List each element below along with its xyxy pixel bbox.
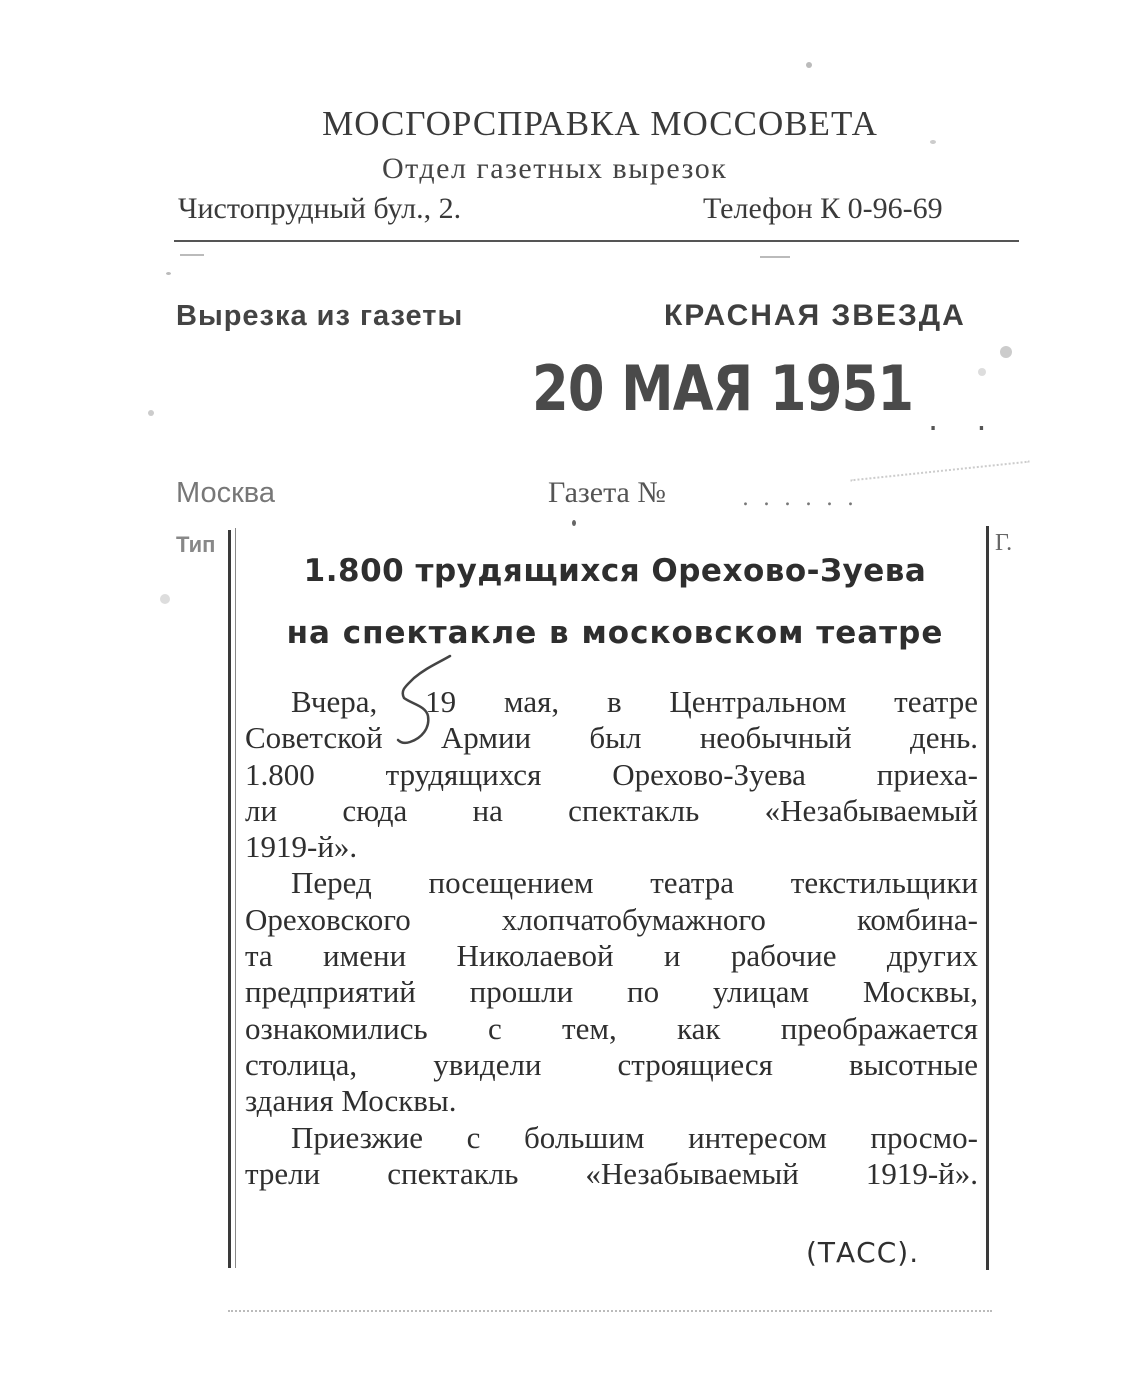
speck xyxy=(1000,346,1012,358)
issue-number-label: Газета № xyxy=(548,476,666,509)
article-source: (ТАСС). xyxy=(806,1236,920,1269)
article-headline-line1: 1.800 трудящихся Орехово-Зуева xyxy=(303,553,927,589)
left-margin-stub: Тип xyxy=(176,532,216,557)
article-line: ли сюда на спектакль «Незабываемый xyxy=(245,792,978,828)
issue-number-dots: ...... xyxy=(742,486,868,511)
clipping-bottom-edge xyxy=(228,1310,992,1312)
speck xyxy=(930,140,936,144)
article-line: Вчера, 19 мая, в Центральном театре xyxy=(291,684,978,719)
organization-title: МОСГОРСПРАВКА МОССОВЕТА xyxy=(322,104,878,143)
article-line: трели спектакль «Незабываемый 1919-й». xyxy=(245,1155,978,1191)
speck xyxy=(760,256,790,258)
article-line: Ореховского хлопчатобумажного комбина- xyxy=(245,901,978,937)
header-divider xyxy=(174,240,1019,242)
newspaper-name: КРАСНАЯ ЗВЕЗДА xyxy=(664,299,966,332)
article-headline-line2: на спектакле в московском театре xyxy=(286,615,944,651)
organization-phone: Телефон К 0-96-69 xyxy=(703,192,943,225)
article-line: та имени Николаевой и рабочие других xyxy=(245,938,978,974)
article-line: 1919-й». xyxy=(245,829,358,865)
article-line: предприятий прошли по улицам Москвы, xyxy=(245,974,978,1010)
article-line: Советской Армии был необычный день. xyxy=(245,720,978,756)
date-stamp-trail: . . xyxy=(928,400,1001,438)
organization-address: Чистопрудный бул., 2. xyxy=(178,192,462,225)
speck xyxy=(160,594,170,604)
article-line: столица, увидели строящиеся высотные xyxy=(245,1046,978,1082)
speck xyxy=(166,272,171,275)
article-line: Перед посещением театра текстильщики xyxy=(291,865,978,901)
department-name: Отдел газетных вырезок xyxy=(382,152,728,185)
dotted-divider-right xyxy=(850,461,1029,482)
article-line: Приезжие с большим интересом просмо- xyxy=(291,1119,978,1155)
speck xyxy=(572,520,576,526)
article-line: здания Москвы. xyxy=(245,1083,457,1119)
city-label: Москва xyxy=(176,477,276,509)
article-line: 1.800 трудящихся Орехово-Зуева приеха- xyxy=(245,756,978,792)
date-stamp: 20 МАЯ 1951 xyxy=(532,352,914,425)
right-margin-stub: Г. xyxy=(995,530,1013,556)
clipping-label: Вырезка из газеты xyxy=(176,300,464,332)
article-body xyxy=(245,684,978,1192)
speck xyxy=(148,410,154,416)
speck xyxy=(978,368,986,376)
article-line: ознакомились с тем, как преображается xyxy=(245,1010,978,1046)
speck xyxy=(180,254,204,256)
speck xyxy=(806,62,812,68)
